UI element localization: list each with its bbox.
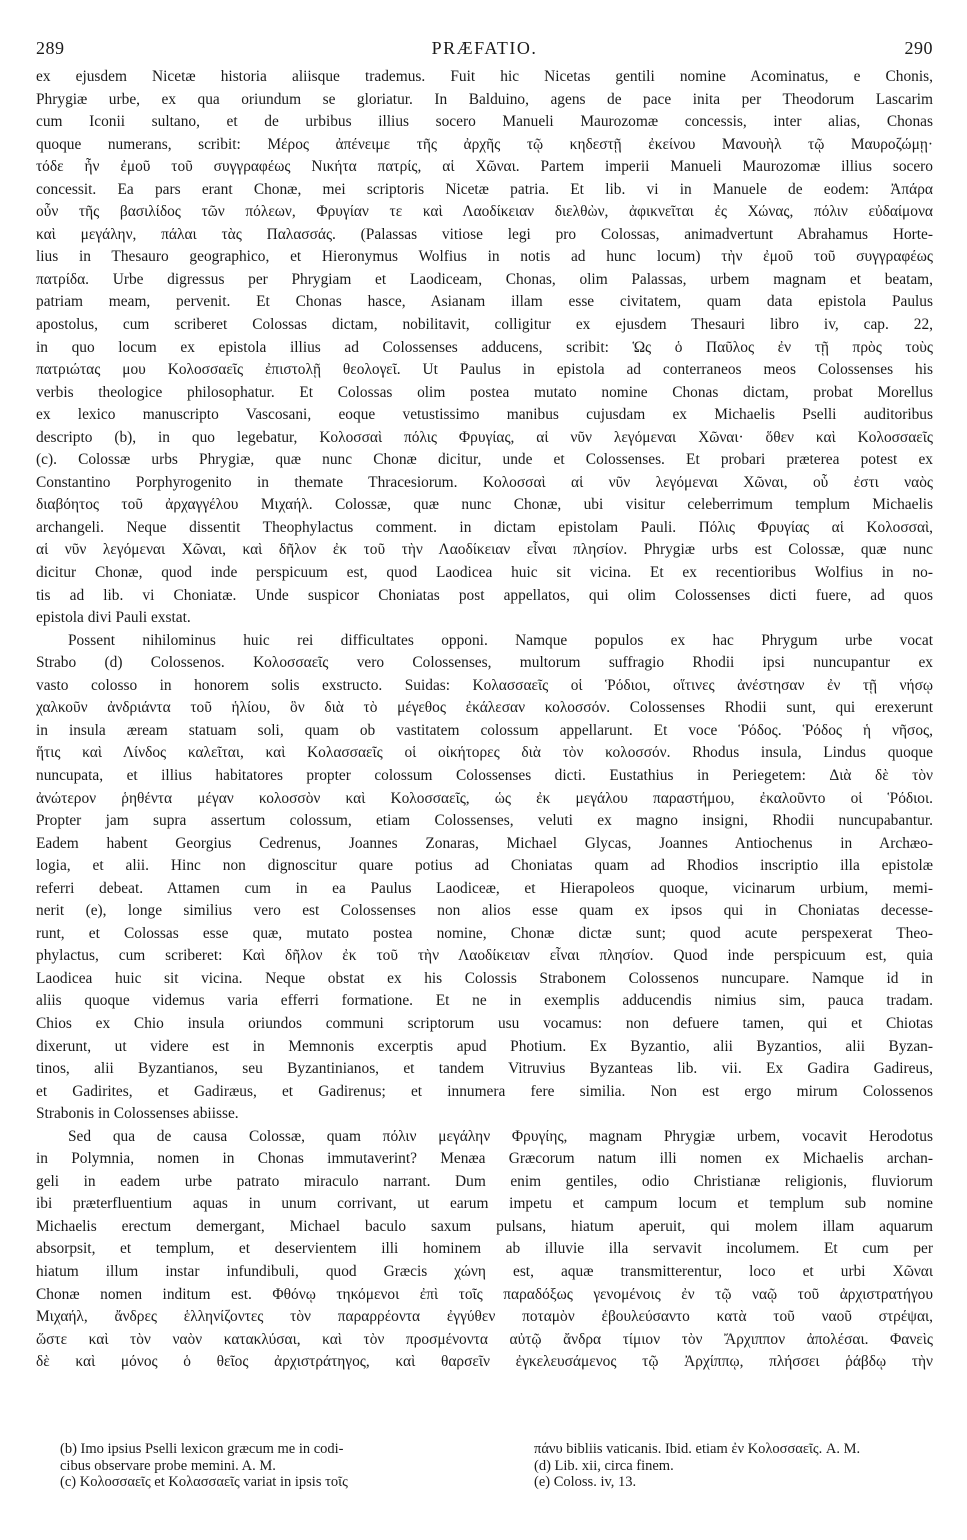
text-line: ἀνώτερον ῥηθέντα μέγαν κολοσσὸν καὶ Κολοσσαεῖς, ὡς ἐκ μεγάλου παραστήμου, ἐκαλοῦντο οἱ Ῥόδιοι.	[36, 789, 933, 807]
text-line: πατρίδα. Urbe digressus per Phrygiam et Laodiceam, Chonas, olim Palassas, urbem magnam et beatam,	[36, 270, 933, 288]
text-line: ibi præterfluentium aquas in unum corrivant, ut earum impetu et campum locum et templum sub nomine	[36, 1195, 933, 1213]
text-line: ex ejusdem Nicetæ historia aliisque trademus. Fuit hic Nicetas gentili nomine Acominatus, e Chonis,	[36, 68, 933, 85]
text-line: logia, et alii. Hinc non dignoscitur quare potius ad Choniatas quam ad Rhodios inscriptio illa epistolæ	[36, 857, 933, 875]
text-line: lius in Thesauro geographico, et Hieronymus Wolfius in notis ad hunc locum) τὴν ἐμοῦ τοῦ συγγραφέως	[36, 248, 933, 266]
text-line: Strabo (d) Colossenos. Κολοσσαεῖς vero Colossenses, multorum suffragio Rhodii ipsi nuncupantur ex	[36, 654, 933, 672]
text-line: aliis quoque videmus varia efferri formatione. Et ne in exemplis adducendis nimius sim, pauca tradam.	[36, 992, 933, 1010]
text-line: χαλκοῦν ἀνδριάντα τοῦ ἡλίου, ὃν διὰ τὸ μέγεθος ἐκάλεσαν κολοσσόν. Colossenses Rhodii sunt, qui erexerunt	[36, 699, 933, 717]
text-line: καὶ μεγάλην, πάλαι τὰς Παλασσάς. (Palassas vitiose legi pro Colossas, animadvertunt Abrahamus Horte-	[36, 225, 933, 243]
text-line: ὥστε καὶ τὸν ναὸν κατακλύσαι, καὶ τὸν προσμένοντα αὐτῷ ἄνδρα τίμιον τὸν Ἄρχιππον ἀπολέσαι. Φανεὶς	[36, 1330, 933, 1348]
text-line: tinos, alii Byzantianos, seu Byzantinianos, et tandem Vitruvius Byzanteas lib. vii. Ex Gadira Gadireus,	[36, 1060, 933, 1078]
footnotes	[36, 1441, 933, 1491]
text-line: οὖν τῆς βασιλίδος τῶν πόλεων, Φρυγίαν τε καὶ Λαοδίκειαν διελθὼν, ἀφικνεῖται ἐς Χώνας, πόλιν εὐδαίμονα	[36, 203, 933, 221]
text-line: patriam meam, pervenit. Et Chonas hasce, Asianam illam esse civitatem, quam data epistola Paulus	[36, 293, 933, 311]
text-line: tis ad lib. vi Choniatæ. Unde suspicor Choniatas post appellatos, qui olim Colossenses dicti fuere, ad quos	[36, 586, 933, 604]
text-line: in quo locum ex epistola illius ad Colossenses adducens, scribit: Ὡς ὁ Παῦλος ἐν τῇ πρὸς τοὺς	[36, 338, 933, 356]
text-line: πατριώτας μου Κολοσσαεῖς ἐπιστολῇ θεολογεῖ. Ut Paulus in epistola ad conterraneos meos Colossenses his	[36, 361, 933, 379]
text-line: διαβόητος τοῦ ἀρχαγγέλου Μιχαήλ. Colossæ, quæ nunc Chonæ, ubi visitur celeberrimum templum Michaelis	[36, 496, 933, 514]
text-line: hiatum illum instar infundibuli, quod Græcis χώνη est, aquæ transmitterentur, loco et urbi Χῶναι	[36, 1262, 933, 1280]
text-line: Chios ex Chio insula oriundos communi scriptorum usu vocamus: non defuere tamen, qui et Chiotas	[36, 1014, 933, 1032]
footnote-right: πάνυ bibliis vaticanis. Ibid. etiam ἐν Κολοσσαεῖς. A. M.	[534, 1441, 861, 1457]
text-line: Laodicea huic sit vicina. Neque obstat ex his Colossis Strabonem Colossenos nuncupare. Namque id in	[36, 969, 933, 987]
text-line: et Gadirites, et Gadiræus, et Gadirenus; et innumera fere similia. Non est ergo mirum Colossenos	[36, 1082, 933, 1100]
text-line: in insula æream statuam soli, quam ob vastitatem colossum appellarunt. Et voce Ῥόδος. Ῥόδος ἡ νῆσος,	[36, 721, 933, 739]
text-line: ex lexico manuscripto Vascosani, eoque vetustissimo manibus cujusdam ex Michaelis Pselli auditoribus	[36, 406, 933, 424]
footnote-left: (c) Κολοσσαεῖς et Κολασσαεῖς variat in ipsis τοῖς	[60, 1474, 348, 1491]
running-title: PRÆFATIO.	[431, 38, 538, 58]
text-line: αἱ νῦν λεγόμεναι Χῶναι, καὶ δῆλον ἐκ τοῦ τὴν Λαοδίκειαν εἶναι πλησίον. Phrygiæ urbs est Colossæ, quæ nunc	[36, 541, 933, 559]
text-line: δὲ καὶ μόνος ὁ θεῖος ἀρχιστράτηγος, καὶ θαρσεῖν ἐγκελευσάμενος τῷ Ἀρχίππῳ, πλήσσει ῥάβδῳ τὴν	[36, 1353, 933, 1371]
text-line: descripto (b), in quo legebatur, Κολοσσαὶ πόλις Φρυγίας, αἱ νῦν λεγόμεναι Χῶναι· ὅθεν καὶ Κολοσσαεῖς	[36, 428, 933, 446]
text-line: dicitur Chonæ, quod inde perspicuum est, quod Laodicea huic sit vicina. Et ex recentioribus Wolfius in no-	[36, 564, 933, 582]
footnote-row	[36, 1441, 933, 1458]
text-line: verbis theologice philosophatur. Et Colossas olim postea mutato nomine Chonas dictam, probat Morellus	[36, 383, 933, 401]
text-line: epistola divi Pauli exstat.	[36, 609, 191, 627]
text-line: apostolus, cum scriberet Colossas dictam, nobilitavit, colligitur ex ejusdem Thesauri libro iv, cap. 22,	[36, 316, 933, 334]
text-line: geli in eadem urbe patrato miraculo narrant. Dum enim gentiles, odio Christianæ religionis, fluviorum	[36, 1172, 933, 1190]
text-line: τόδε ἦν ἐμοῦ τοῦ συγγραφέως Νικήτα πατρίς, αἱ Χῶναι. Partem imperii Manueli Maurozomæ illius socero	[36, 158, 933, 176]
footnote-right: (e) Coloss. iv, 13.	[534, 1474, 637, 1491]
text-line: Eadem habent Georgius Cedrenus, Joannes Zonaras, Michael Glycas, Joannes Antiochenus in Archæo-	[36, 834, 933, 852]
text-line: Propter jam supra assertum colossum, etiam Colossenses, veluti ex magno insigni, Rhodii nuncupabantur.	[36, 812, 933, 830]
footnote-right: (d) Lib. xii, circa finem.	[534, 1457, 674, 1474]
text-line: quoque numerans, scribit: Μέρος ἀπένειμε τῆς ἀρχῆς τῷ κηδεστῇ ἐκείνου Μανουὴλ τῷ Μαυροζώμῃ·	[36, 135, 933, 153]
text-line: Μιχαήλ, ἄνδρες ἑλληνίζοντες τὸν παραρρέοντα ἐγγύθεν ποταμὸν ἐβουλεύσαντο κατὰ τοῦ ναοῦ στρέψαι,	[36, 1308, 933, 1326]
page-number-left: 289	[36, 38, 65, 58]
text-line: Phrygiæ urbe, ex qua oriundum se gloriatur. In Balduino, agens de pace inita per Theodorum Lascarim	[36, 90, 933, 108]
footnote-row	[36, 1474, 933, 1491]
footnote-row	[36, 1458, 933, 1475]
footnote-left: cibus observare probe memini. A. M.	[60, 1457, 276, 1474]
text-line: concessit. Ea pars erant Chonæ, mei scriptoris Nicetæ patria. Et lib. vi in Manuele de eodem: Ἀπάρα	[36, 180, 933, 198]
text-line: absorpsit, et templum, et deservientem illi hominem ab illuvie illa servavit incolumem. Et cum per	[36, 1240, 933, 1258]
running-header	[36, 38, 933, 62]
footnote-left: (b) Imo ipsius Pselli lexicon græcum me in codi-	[60, 1441, 344, 1457]
text-line: archangeli. Neque dissentit Theophylactus comment. in dictam epistolam Pauli. Πόλις Φρυγίας αἱ Κολοσσαὶ,	[36, 518, 933, 536]
text-line: nerit (e), longe similius vero est Colossenses non alios esse quam ex ipsos qui in Choniatas decesse-	[36, 902, 933, 920]
text-line: phylactus, cum scriberet: Καὶ δῆλον ἐκ τοῦ τὴν Λαοδίκειαν εἶναι πλησίον. Quod inde perspicuum est, quia	[36, 947, 933, 965]
text-line: runt, et Colossas esse quæ, mutato postea nomine, Chonæ dictæ sunt; quod acute perspexerat Theo-	[36, 924, 933, 942]
text-line: Chonæ nomen inditum est. Φθόνῳ τηκόμενοι ἐπὶ τοῖς παραδόξως γενομένοις ἐν τῷ ναῷ τοῦ ἀρχιστρατήγου	[36, 1285, 933, 1303]
text-line: Possent nihilominus huic rei difficultates opponi. Namque populos ex hac Phrygum urbe vocat	[68, 631, 933, 649]
text-line: Sed qua de causa Colossæ, quam πόλιν μεγάλην Φρυγίης, magnam Phrygiæ urbem, vocavit Herodotus	[68, 1127, 933, 1145]
page-number-right: 290	[904, 38, 933, 58]
text-line: referri debeat. Attamen cum in ea Paulus Laodiceæ, et Hierapoleos quoque, vicinarum urbium, memi-	[36, 879, 933, 897]
text-line: Constantino Porphyrogenito in themate Thracesiorum. Κολοσσαὶ αἱ νῦν λεγόμεναι Χῶναι, οὗ ἐστι ναὸς	[36, 473, 933, 491]
text-line: in Polymnia, nomen in Chonas immutaverint? Menæa Græcorum natum illi nomen ex Michaelis archan-	[36, 1150, 933, 1168]
text-line: vasto colosso in honorem solis exstructo. Suidas: Κολασσαεῖς οἱ Ῥόδιοι, οἵτινες ἀνέστησαν ἐν τῇ νήσῳ	[36, 676, 933, 694]
text-line: nuncupata, et illius habitatores propter colossum Colossenses dicti. Eustathius in Periegetem: Διὰ δὲ τὸν	[36, 766, 933, 784]
text-line: Michaelis erectum demergant, Michael baculo saxum pulsans, hiatum aperuit, qui molem illam aquarum	[36, 1217, 933, 1235]
text-line: dixerunt, ut videre est in Memnonis excerptis apud Photium. Ex Byzantio, alii Byzantios, alii Byzan-	[36, 1037, 933, 1055]
text-line: Strabonis in Colossenses abiisse.	[36, 1105, 239, 1123]
text-line: ἥτις καὶ Λίνδος καλεῖται, καὶ Κολασσαεῖς οἱ οἰκήτορες διὰ τὸν κολοσσόν. Rhodus insula, Lindus quoque	[36, 744, 933, 762]
text-line: cum Iconii sultano, et de urbibus illius socero Manueli Maurozomæ concessis, inter alias, Chonas	[36, 113, 933, 131]
body-text	[36, 66, 933, 1374]
text-line: (c). Colossæ urbs Phrygiæ, quæ nunc Chonæ dicitur, unde et Colossenses. Et probari præterea potest ex	[36, 451, 933, 469]
